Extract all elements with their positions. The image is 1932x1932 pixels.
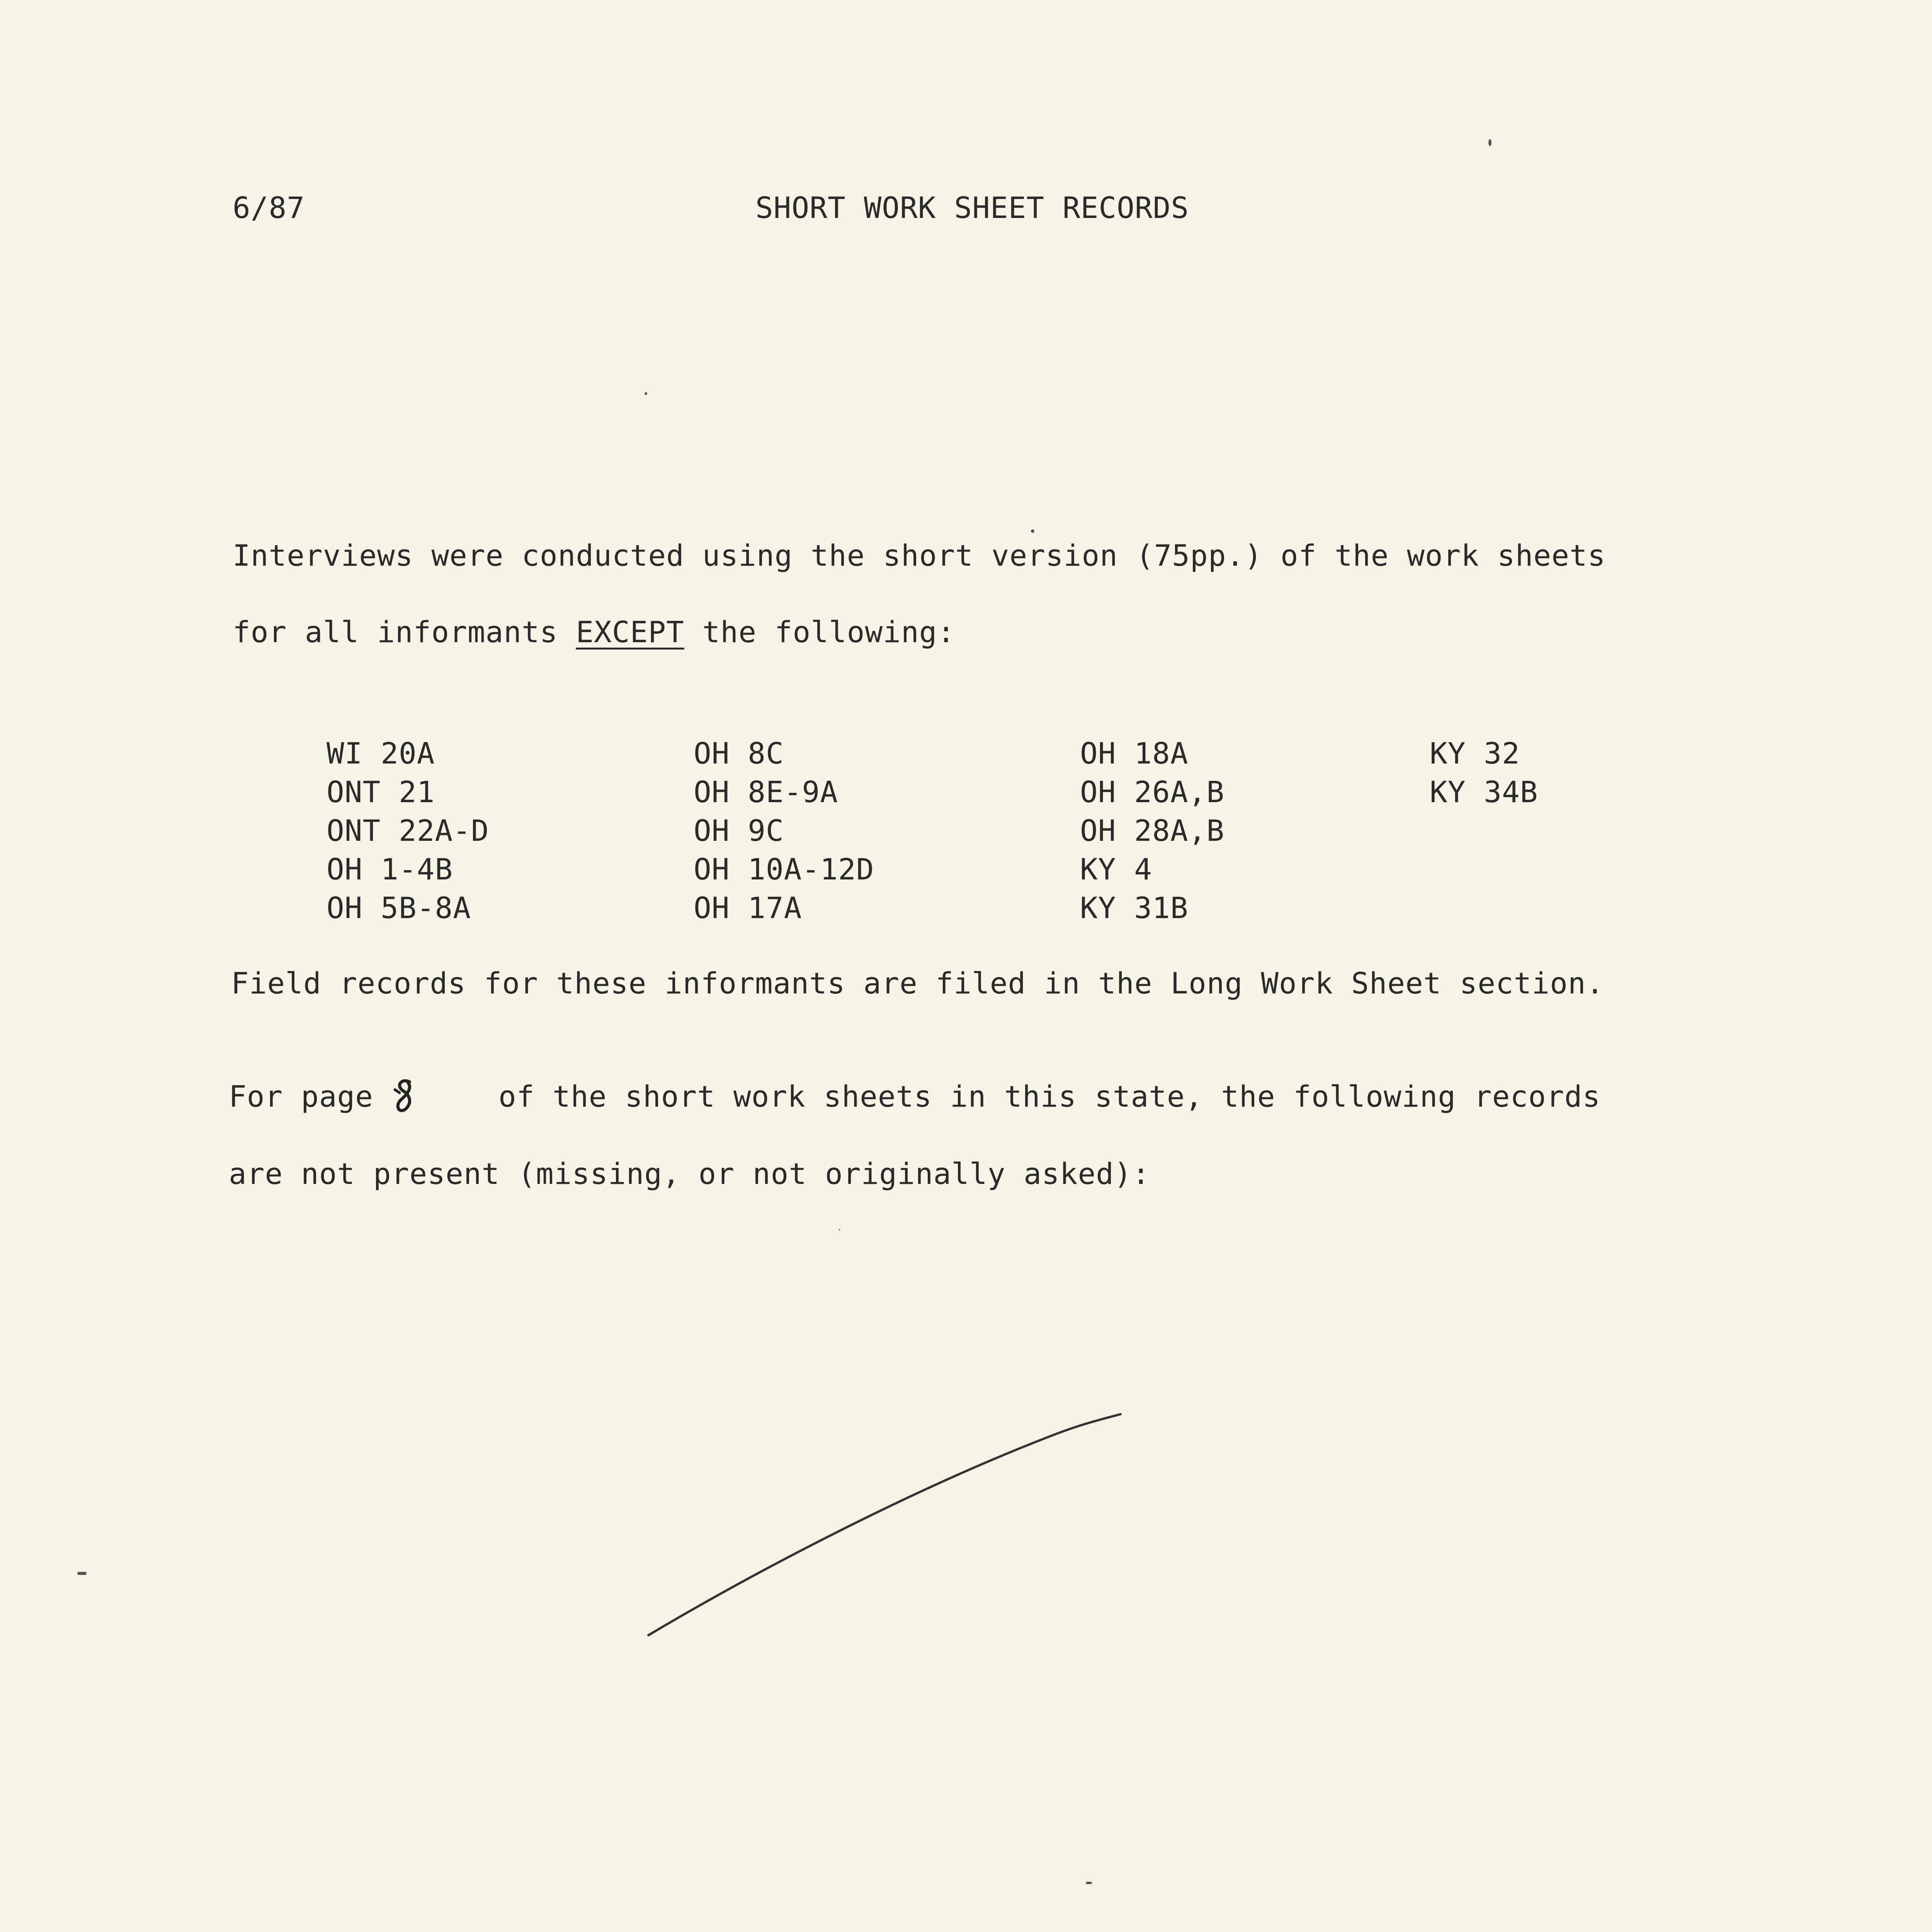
- informant-item: KY 32: [1430, 736, 1520, 770]
- informant-item: OH 17A: [694, 891, 802, 925]
- missing-records-line-1-after: of the short work sheets in this state, the following records: [498, 1079, 1601, 1114]
- informant-item: OH 8C: [694, 736, 784, 770]
- paper-speck: [1086, 1882, 1092, 1884]
- informant-column-2: [694, 734, 874, 927]
- informant-item: OH 28A,B: [1080, 813, 1225, 848]
- informant-item: OH 8E-9A: [694, 775, 838, 809]
- informant-item: OH 18A: [1080, 736, 1189, 770]
- paper-speck: [838, 1229, 840, 1231]
- page-date: 6/87: [233, 190, 305, 225]
- field-records-note: Field records for these informants are filed in the Long Work Sheet section.: [231, 966, 1604, 1000]
- informant-item: ONT 21: [327, 775, 435, 809]
- intro-line-2: [233, 617, 955, 647]
- informant-item: OH 9C: [694, 813, 784, 848]
- intro-line-2-before: for all informants: [233, 615, 576, 649]
- informant-item: OH 5B-8A: [327, 891, 471, 925]
- except-emphasis: EXCEPT: [576, 615, 684, 649]
- informant-column-3: [1080, 734, 1225, 927]
- missing-records-line-1-before: For page: [229, 1079, 374, 1114]
- informant-item: KY 34B: [1430, 775, 1538, 809]
- paper-speck: [1031, 529, 1034, 533]
- paper-speck: [77, 1572, 87, 1575]
- page-title: SHORT WORK SHEET RECORDS: [755, 190, 1189, 225]
- informant-item: WI 20A: [327, 736, 435, 770]
- handwritten-page-number: [391, 1077, 418, 1115]
- informant-item: ONT 22A-D: [327, 813, 489, 848]
- paper-speck: [645, 392, 647, 395]
- informant-item: OH 1-4B: [327, 852, 453, 886]
- informant-item: KY 31B: [1080, 891, 1189, 925]
- handwritten-slash-mark: [638, 1391, 1140, 1662]
- intro-line-1: Interviews were conducted using the short version (75pp.) of the work sheets: [233, 538, 1606, 573]
- informant-item: OH 26A,B: [1080, 775, 1225, 809]
- informant-column-1: [327, 734, 489, 927]
- missing-records-line-2: are not present (missing, or not originally asked):: [229, 1156, 1150, 1191]
- informant-column-4: [1430, 734, 1538, 811]
- intro-line-2-after: the following:: [684, 615, 956, 649]
- paper-speck: [1488, 139, 1492, 146]
- informant-item: OH 10A-12D: [694, 852, 874, 886]
- informant-item: KY 4: [1080, 852, 1153, 886]
